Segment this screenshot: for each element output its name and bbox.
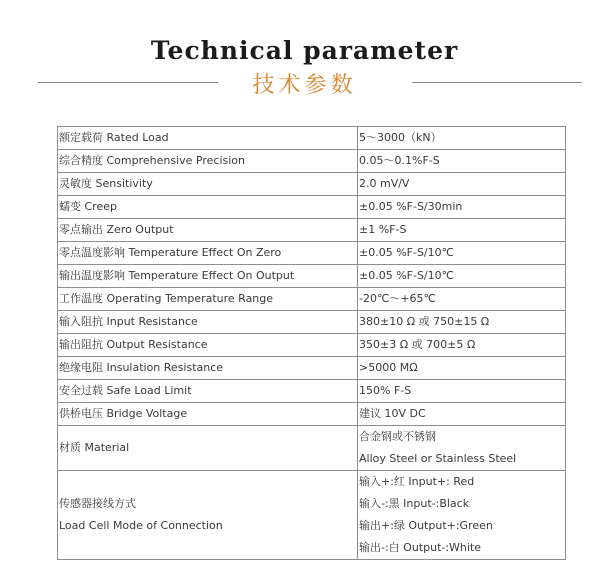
connection-label-en: Load Cell Mode of Connection: [59, 519, 223, 532]
param-value: 150% F-S: [358, 380, 566, 403]
param-value: ±0.05 %F-S/10℃: [358, 242, 566, 265]
param-value: -20℃～+65℃: [358, 288, 566, 311]
param-label: 供桥电压 Bridge Voltage: [58, 403, 358, 426]
material-value-cn: 合金钢或不锈钢: [359, 430, 436, 443]
param-label: 绝缘电阻 Insulation Resistance: [58, 357, 358, 380]
table-row: [58, 196, 566, 219]
table-row: [58, 242, 566, 265]
param-label: 零点温度影响 Temperature Effect On Zero: [58, 242, 358, 265]
connection-input-negative: 输入-:黑 Input-:Black: [359, 497, 470, 510]
table-row: [58, 173, 566, 196]
material-value-en: Alloy Steel or Stainless Steel: [359, 452, 517, 465]
title-divider-right: [412, 82, 582, 83]
title-english: Technical parameter: [150, 36, 459, 65]
param-value: 380±10 Ω 或 750±15 Ω: [358, 311, 566, 334]
param-value: 2.0 mV/V: [358, 173, 566, 196]
param-value: >5000 MΩ: [358, 357, 566, 380]
table-row: [58, 380, 566, 403]
param-label: 额定载荷 Rated Load: [58, 127, 358, 150]
table-row-material: [58, 426, 566, 471]
table-row: [58, 127, 566, 150]
title-chinese: 技术参数: [252, 73, 357, 98]
param-label: 输出温度影响 Temperature Effect On Output: [58, 265, 358, 288]
table-row: [58, 265, 566, 288]
param-value: ±0.05 %F-S/30min: [358, 196, 566, 219]
param-label: 灵敏度 Sensitivity: [58, 173, 358, 196]
table-row: [58, 334, 566, 357]
param-label: 输出阻抗 Output Resistance: [58, 334, 358, 357]
param-label: 蠕变 Creep: [58, 196, 358, 219]
param-value: 建议 10V DC: [358, 403, 566, 426]
table-row: [58, 403, 566, 426]
connection-values: [358, 471, 566, 560]
param-value: 350±3 Ω 或 700±5 Ω: [358, 334, 566, 357]
connection-output-positive: 输出+:绿 Output+:Green: [359, 519, 493, 532]
connection-label-cn: 传感器接线方式: [59, 497, 136, 510]
table-row: [58, 311, 566, 334]
table-row: [58, 357, 566, 380]
param-label: 安全过载 Safe Load Limit: [58, 380, 358, 403]
table-row-connection: [58, 471, 566, 560]
connection-input-positive: 输入+:红 Input+: Red: [359, 475, 475, 488]
param-label: 零点输出 Zero Output: [58, 219, 358, 242]
param-label: 综合精度 Comprehensive Precision: [58, 150, 358, 173]
param-label: 工作温度 Operating Temperature Range: [58, 288, 358, 311]
connection-label: [58, 471, 358, 560]
table-row: [58, 219, 566, 242]
param-value: ±0.05 %F-S/10℃: [358, 265, 566, 288]
param-value: 5～3000（kN）: [358, 127, 566, 150]
table-row: [58, 288, 566, 311]
table-row: [58, 150, 566, 173]
parameter-table: [57, 126, 566, 560]
param-label: 输入阻抗 Input Resistance: [58, 311, 358, 334]
connection-output-negative: 输出-:白 Output-:White: [359, 541, 482, 554]
material-label: 材质 Material: [58, 426, 358, 471]
param-value: ±1 %F-S: [358, 219, 566, 242]
material-values: [358, 426, 566, 471]
param-value: 0.05～0.1%F-S: [358, 150, 566, 173]
